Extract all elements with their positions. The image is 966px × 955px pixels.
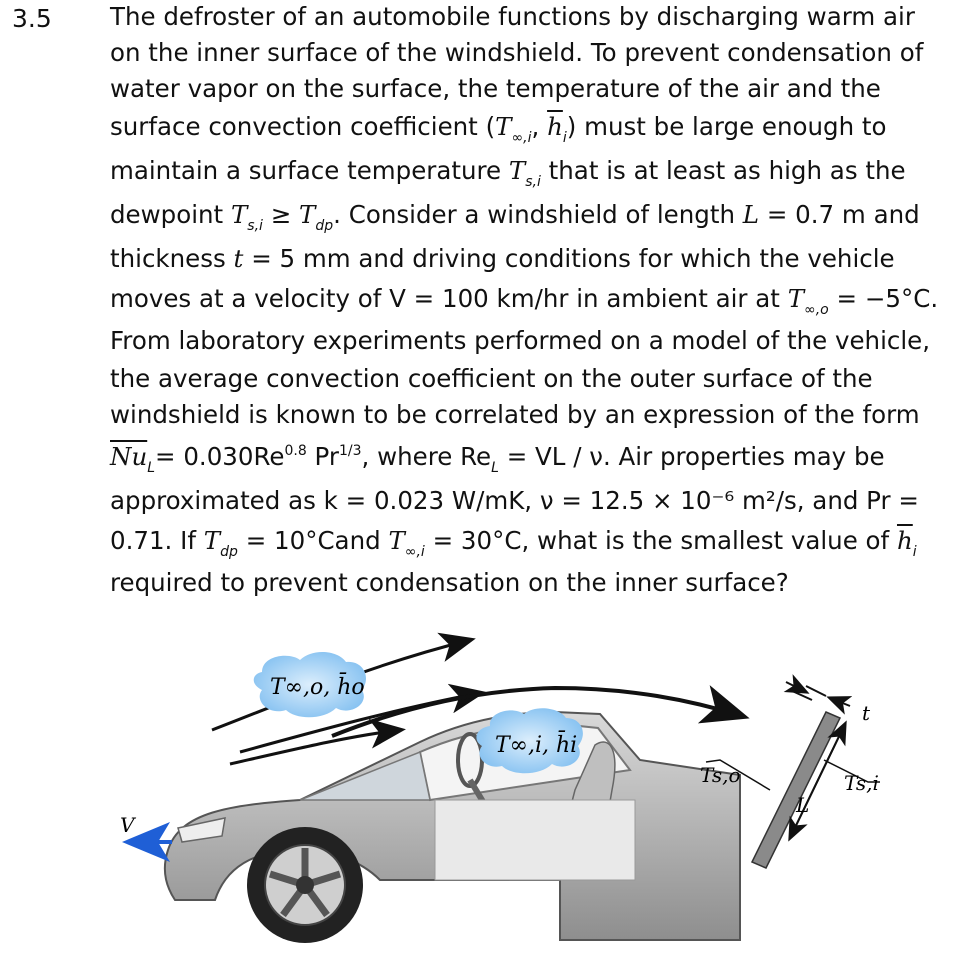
sub-i: i bbox=[912, 544, 917, 560]
label-inner: T∞,i, h̄i bbox=[495, 733, 578, 758]
line-15: required to prevent condensation on the inner surface? bbox=[110, 568, 789, 597]
line-11: windshield is known to be correlated by an expression of the form bbox=[110, 400, 920, 429]
label-t: t bbox=[862, 701, 871, 725]
line-8-a: moves at a velocity of V = 100 km/hr in ambient air at bbox=[110, 284, 780, 313]
door-panel bbox=[435, 800, 635, 880]
symbol-T: T bbox=[299, 200, 316, 229]
label-Tso: Ts,o bbox=[700, 763, 741, 787]
symbol-T: T bbox=[230, 200, 248, 229]
symbol-Nu: $\overline{Nu}$ bbox=[110, 442, 148, 471]
sup-13: 1/3 bbox=[338, 443, 362, 459]
line-5-a: maintain a surface temperature bbox=[110, 156, 502, 185]
sub-si: s,i bbox=[525, 174, 541, 190]
symbol-T: T bbox=[388, 526, 405, 555]
line-14-b: = 10°Cand bbox=[245, 526, 381, 555]
symbol-t: t bbox=[233, 244, 244, 273]
line-14-a: 0.71. If bbox=[110, 526, 196, 555]
label-V: V bbox=[120, 813, 135, 837]
line-3: water vapor on the surface, the temperature of the air and the bbox=[110, 74, 881, 103]
symbol-T: T bbox=[508, 156, 526, 185]
line-12-b: Pr bbox=[314, 442, 339, 471]
symbol-T: T bbox=[495, 112, 512, 141]
sub-L: L bbox=[147, 460, 156, 476]
line-6-a: dewpoint bbox=[110, 200, 224, 229]
sub-inf-i: ∞,i bbox=[404, 544, 425, 560]
line-5-b: that is at least as high as the bbox=[548, 156, 906, 185]
line-1: The defroster of an automobile functions by discharging warm air bbox=[110, 2, 915, 31]
line-8-b: = −5°C. bbox=[836, 284, 939, 313]
sub-i: i bbox=[562, 130, 567, 146]
line-12-a: = 0.030Re bbox=[155, 442, 285, 471]
sub-inf-o: ∞,o bbox=[804, 302, 829, 318]
line-6-c: = 0.7 m and bbox=[766, 200, 920, 229]
symbol-T: T bbox=[787, 284, 805, 313]
problem-number: 3.5 bbox=[12, 4, 52, 33]
line-7-a: thickness bbox=[110, 244, 226, 273]
sub-inf-i: ∞,i bbox=[511, 130, 532, 146]
sub-si: s,i bbox=[247, 218, 263, 234]
sup-08: 0.8 bbox=[284, 443, 307, 459]
ge: ≥ bbox=[262, 200, 300, 229]
line-4-b: ) must be large enough to bbox=[566, 112, 887, 141]
line-13: approximated as k = 0.023 W/mK, ν = 12.5 × 10⁻⁶ m²/s, and Pr = bbox=[110, 486, 919, 515]
symbol-T: T bbox=[203, 526, 221, 555]
line-12-c: , where Re bbox=[361, 442, 492, 471]
label-Tsi: Ts,i bbox=[844, 771, 879, 795]
line-9: From laboratory experiments performed on a model of the vehicle, bbox=[110, 326, 931, 355]
symbol-L: L bbox=[742, 200, 760, 229]
sub-dp: dp bbox=[315, 218, 334, 234]
label-outer: T∞,o, h̄o bbox=[270, 675, 365, 700]
sub-L: L bbox=[491, 460, 499, 476]
line-12-d: = VL / ν. Air properties may be bbox=[506, 442, 885, 471]
sub-dp: dp bbox=[220, 544, 238, 560]
line-6-b: . Consider a windshield of length bbox=[333, 200, 735, 229]
line-14-c: = 30°C, what is the smallest value of bbox=[432, 526, 890, 555]
line-7-b: = 5 mm and driving conditions for which the vehicle bbox=[251, 244, 895, 273]
line-10: the average convection coefficient on the outer surface of the bbox=[110, 364, 873, 393]
line-4-a: surface convection coefficient ( bbox=[110, 112, 496, 141]
label-L: L bbox=[796, 793, 810, 817]
line-2: on the inner surface of the windshield. To prevent condensation of bbox=[110, 38, 924, 67]
symbol-h: $\overline{h}$ bbox=[896, 526, 913, 555]
sep: , bbox=[531, 112, 548, 141]
symbol-h: $\overline{h}$ bbox=[547, 112, 563, 141]
windshield bbox=[300, 752, 430, 800]
